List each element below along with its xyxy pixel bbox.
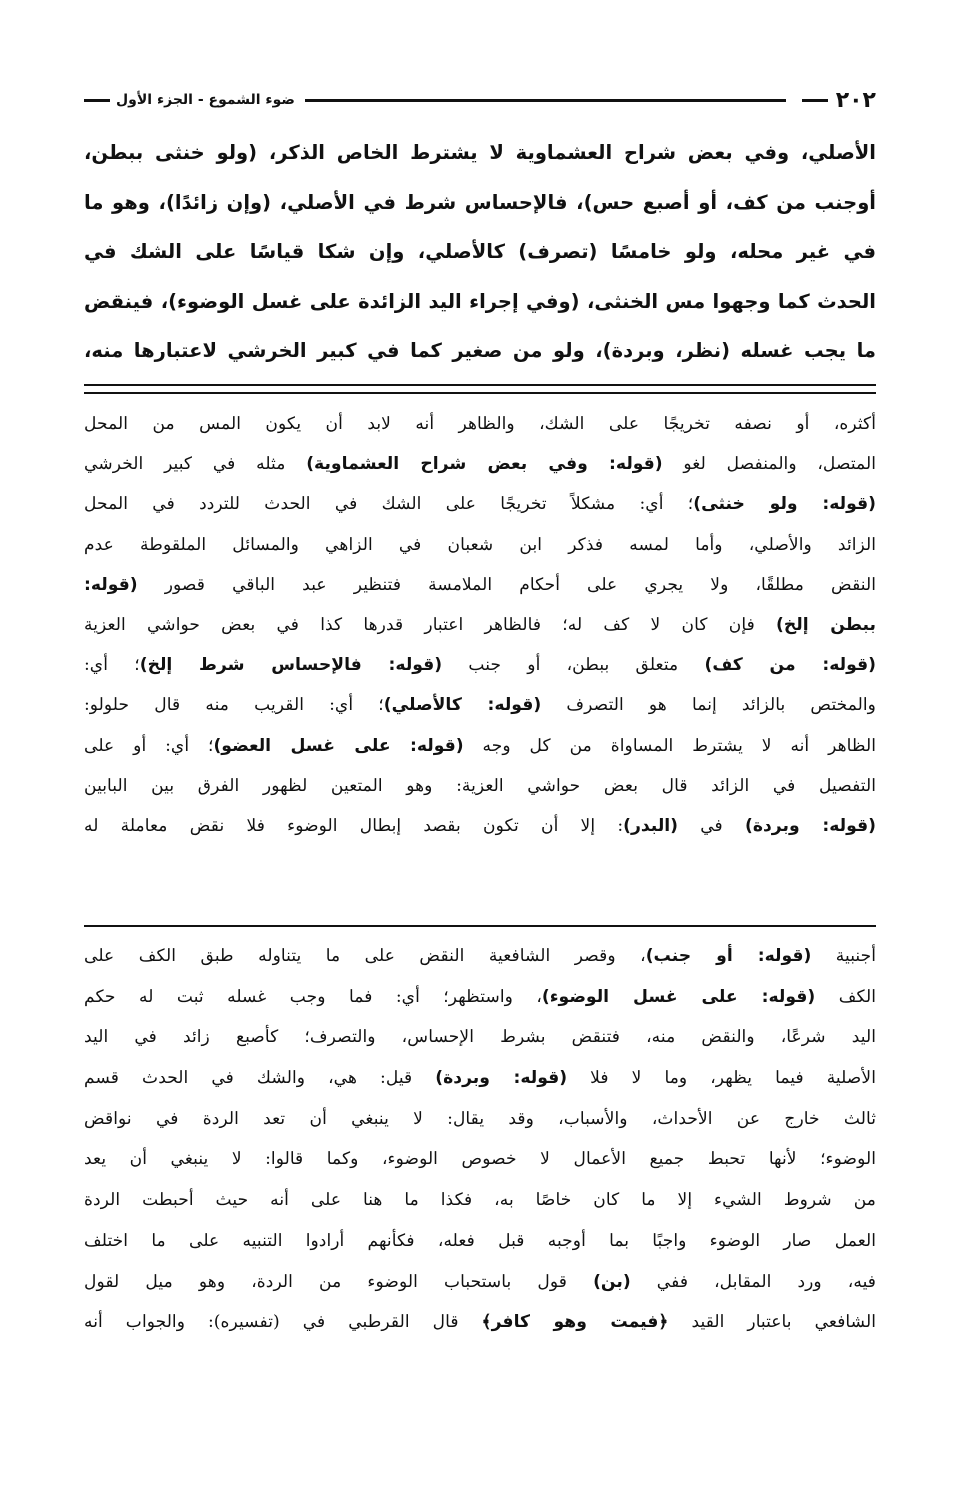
header-rule (305, 99, 786, 102)
bold-citation: (قوله: وبردة) (744, 815, 876, 836)
running-title: ضوء الشموع - الجزء الأول (116, 92, 295, 108)
gloss-line: الشافعي باعتبار القيد ﴿فيمت وهو كافر﴾ قال القرطبي في (تفسيره): والجواب أنه (84, 1312, 876, 1333)
commentary-text (84, 404, 876, 846)
page-number: ٢٠٢ (835, 87, 876, 113)
commentary-line: أكثره، أو نصفه تخريجًا على الشك، والظاهر أنه لابد أن يكون المس من المحل (84, 414, 876, 434)
main-text-line: الحدث كما وجهوا مس الخنثى، (وفي إجراء اليد الزائدة على غسل الوضوء)، فينقض (84, 289, 876, 313)
bold-citation: (قوله: وفي بعض شراح العشماوية) (306, 454, 663, 475)
double-rule-divider (84, 384, 876, 394)
commentary-line: الزائد والأصلي، وأما لمسه فذكر ابن شعبان في الزاهي والمسائل الملقوطة عدم (84, 534, 876, 555)
bold-citation: (البدر) (623, 815, 679, 836)
main-text-line: أوجنب من كف، أو أصبع حس)، فالإحساس شرط في الأصلي، (وإن زائدًا)، وهو ما (84, 190, 876, 214)
main-text (84, 128, 876, 376)
bold-citation: ﴿فيمت وهو كافر﴾ (481, 1312, 669, 1333)
commentary-line: (قوله: من كف) متعلق ببطن، أو جنب (قوله: فالإحساس شرط إلخ)؛ أي: (84, 655, 876, 676)
commentary-line: التفصيل في الزائد قال بعض حواشي العزية: وهو المتعين لظهور الفرق بين البابين (84, 775, 876, 796)
bold-citation: ببطن إلخ) (776, 614, 876, 635)
running-header (84, 84, 876, 116)
commentary-line: ببطن إلخ) فإن كان لا كف له؛ فالظاهر اعتبار قدرها كذا في بعض حواشي العزية (84, 614, 876, 635)
bold-citation: (قوله: من كف) (704, 655, 876, 676)
bold-citation: (بن) (593, 1271, 631, 1292)
bold-citation: (قوله: وبردة) (435, 1068, 568, 1089)
bold-citation: (قوله: كالأصلي) (383, 695, 542, 716)
gloss-line: الكف (قوله: على غسل الوضوء)، واستظهر؛ أي: فما وجب غسله ثبت له حكم (84, 986, 876, 1007)
main-text-line: ما يجب غسله (نظر، وبردة)، ولو من صغير كما في كبير الخرشي لاعتبارها منه، (84, 339, 876, 362)
bold-citation: (قوله: (84, 574, 138, 595)
commentary-line: والمختص بالزائد إنما هو التصرف (قوله: كالأصلي)؛ أي: القريب منه قال حلولو: (84, 695, 876, 716)
gloss-line: أجنبية (قوله: أو جنب)، وقصر الشافعية النقض على ما يتناوله طبق الكف على (84, 946, 876, 966)
commentary-line: المتصل، والمنفصل لغو (قوله: وفي بعض شراح العشماوية) مثله في كبير الخرشي (84, 454, 876, 475)
header-dash (802, 99, 828, 102)
main-text-line: في غير محله، ولو خامسًا (تصرف) كالأصلي، وإن شكا قياسًا على الشك في (84, 240, 876, 263)
bold-citation: (قوله: ولو خنثى) (693, 494, 876, 515)
bold-citation: (قوله: أو جنب) (645, 946, 812, 966)
gloss-line: ثالث خارج عن الأحداث، والأسباب، وقد يقال: لا ينبغي أن تعد الردة في نواقض (84, 1108, 876, 1129)
commentary-line: (قوله: ولو خنثى)؛ أي: مشكلاً تخريجًا على الشك في الحدث للتردد في المحل (84, 494, 876, 515)
gloss-line: الوضوء؛ لأنها تحبط جميع الأعمال لا خصوص الوضوء، وكما قالوا: لا ينبغي أن يعد (84, 1149, 876, 1170)
gloss-line: الأصلية فيما يظهر، وما لا فلا (قوله: وبردة) قيل: هي، والشك في الحدث قسم (84, 1068, 876, 1089)
commentary-line: الظاهر أنه لا يشترط المساواة من كل وجه (قوله: على غسل العضو)؛ أي: أو على (84, 735, 876, 756)
commentary-line: النقض مطلقًا، ولا يجري على أحكام الملامسة فتنظير عبد الباقي قصور (قوله: (84, 574, 876, 595)
bold-citation: (قوله: على غسل العضو) (213, 735, 464, 756)
gloss-line: من شروط الشيء إلا ما كان خاصًا به، فكذا ما هنا على أنه حيث أحبطت الردة (84, 1190, 876, 1211)
main-text-line: الأصلي، وفي بعض شراح العشماوية لا يشترط الخاص الذكر، (ولو خنثى ببطن، (84, 141, 876, 164)
bold-citation: (قوله: على غسل الوضوء) (541, 986, 816, 1007)
gloss-text (84, 936, 876, 1343)
single-rule-divider (84, 925, 876, 927)
gloss-line: العمل صار الوضوء واجبًا بما أوجبه قبل فعله، فكأنهم أرادوا التنبيه على ما اختلف (84, 1230, 876, 1251)
gloss-line: اليد شرعًا، والنقض منه، فتنقض بشرط الإحساس، والتصرف؛ كأصبع زائد في اليد (84, 1027, 876, 1048)
commentary-line: (قوله: وبردة) في (البدر): إلا أن تكون بقصد إبطال الوضوء فلا نقض معاملة له (84, 815, 876, 836)
bold-citation: (قوله: فالإحساس شرط إلخ) (139, 655, 443, 676)
gloss-line: فيه، ورد المقابل، ففي (بن) قول باستحباب الوضوء من الردة، وهو ميل لقول (84, 1271, 876, 1292)
header-dash (84, 99, 110, 102)
